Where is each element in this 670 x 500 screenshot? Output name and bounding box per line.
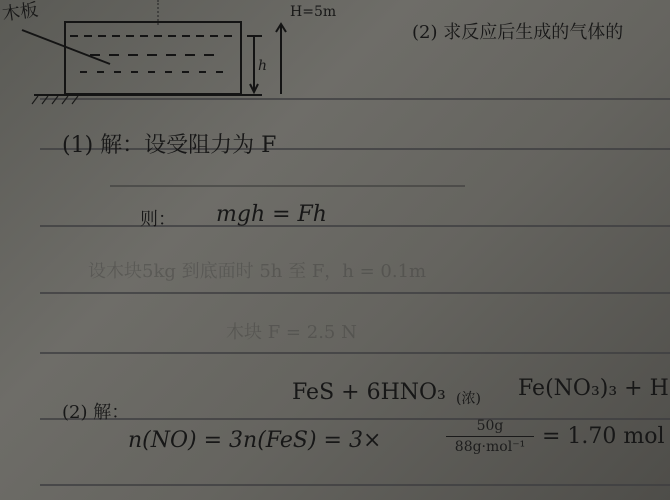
fraction-bar [446, 436, 534, 437]
reaction-condition: (浓) [456, 391, 481, 407]
part1-heading: (1) 解：设受阻力为 F [62, 133, 277, 158]
moles-fraction [440, 418, 540, 455]
reaction-right: Fe(NO₃)₃ + H [518, 376, 669, 401]
height-label: H=5m [290, 4, 337, 20]
part2-label: (2) 解： [62, 402, 130, 423]
ground-hatch [62, 96, 68, 104]
tank-outline [65, 22, 241, 94]
question-2-text: (2) 求反应后生成的气体的 [412, 22, 624, 43]
fraction-numerator: 50g [476, 418, 504, 434]
ground-hatch [72, 96, 78, 104]
board-label: 木板 [0, 0, 40, 26]
part1-equation: mgh = Fh [216, 202, 327, 227]
fraction-denominator: 88g·mol⁻¹ [454, 439, 526, 455]
part1-faint-line: 设木块5kg 到底面时 5h 至 F，h = 0.1m [88, 261, 427, 282]
ground-hatch [32, 96, 38, 104]
ground-hatch [52, 96, 58, 104]
moles-equation-lhs: n(NO) = 3n(FeS) = 3× [128, 428, 382, 453]
reaction-left: FeS + 6HNO₃ [292, 380, 446, 405]
moles-equation-rhs: = 1.70 mol [542, 424, 665, 449]
depth-label: h [258, 58, 268, 74]
ground-hatch [42, 96, 48, 104]
part1-equation-prefix: 则： [140, 209, 176, 230]
part1-faint-line: 木块 F = 2.5 N [226, 322, 357, 343]
